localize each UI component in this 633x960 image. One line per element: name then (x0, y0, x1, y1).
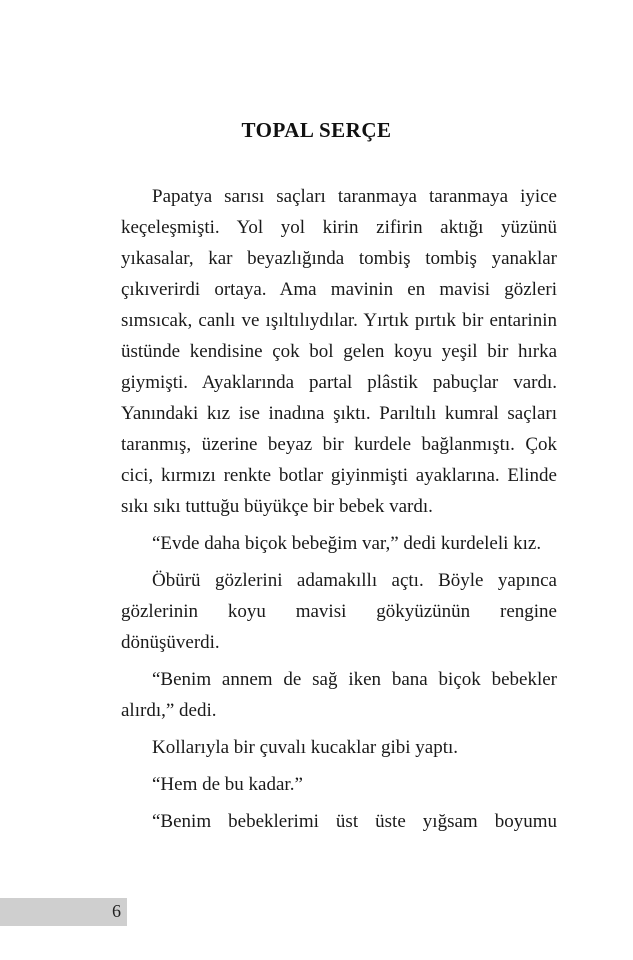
body-text (121, 181, 557, 837)
paragraph: “Benim bebeklerimi üst üste yığsam boyumu (152, 811, 557, 832)
paragraph: Öbürü gözlerini adamakıllı açtı. Böyle yapınca gözlerinin koyu mavisi gökyüzünün rengine dönüşüverdi. (121, 570, 557, 653)
paragraph: “Benim annem de sağ iken bana biçok bebekler alırdı,” dedi. (121, 669, 557, 721)
paragraph: “Hem de bu kadar.” (152, 774, 303, 795)
paragraph: Kollarıyla bir çuvalı kucaklar gibi yaptı. (152, 737, 459, 758)
page-number: 6 (112, 901, 121, 921)
paragraph: Papatya sarısı saçları taranmaya taranmaya iyice keçeleşmişti. Yol yol kirin zifirin aktığı yüzünü yıkasalar, kar beyazlığında tombiş tombiş yanaklar çıkıverirdi ortaya. Ama mavinin en mavisi gözleri sımsıcak, canlı ve ışıltılıydılar. Yırtık pırtık bir entarinin üstünde kendisine çok bol gelen koyu yeşil bir hırka giymişti. Ayaklarında partal plâstik pabuçlar vardı. Yanındaki kız ise inadına şıktı. Parıltılı kumral saçları taranmış, üzerine beyaz bir kurdele bağlanmıştı. Çok cici, kırmızı renkte botlar giyinmişti ayaklarına. Elinde sıkı sıkı tuttuğu büyükçe bir bebek vardı. (121, 186, 557, 517)
paragraph: “Evde daha biçok bebeğim var,” dedi kurdeleli kız. (152, 533, 542, 554)
page-number-bar (0, 898, 127, 926)
chapter-title: TOPAL SERÇE (241, 118, 392, 142)
